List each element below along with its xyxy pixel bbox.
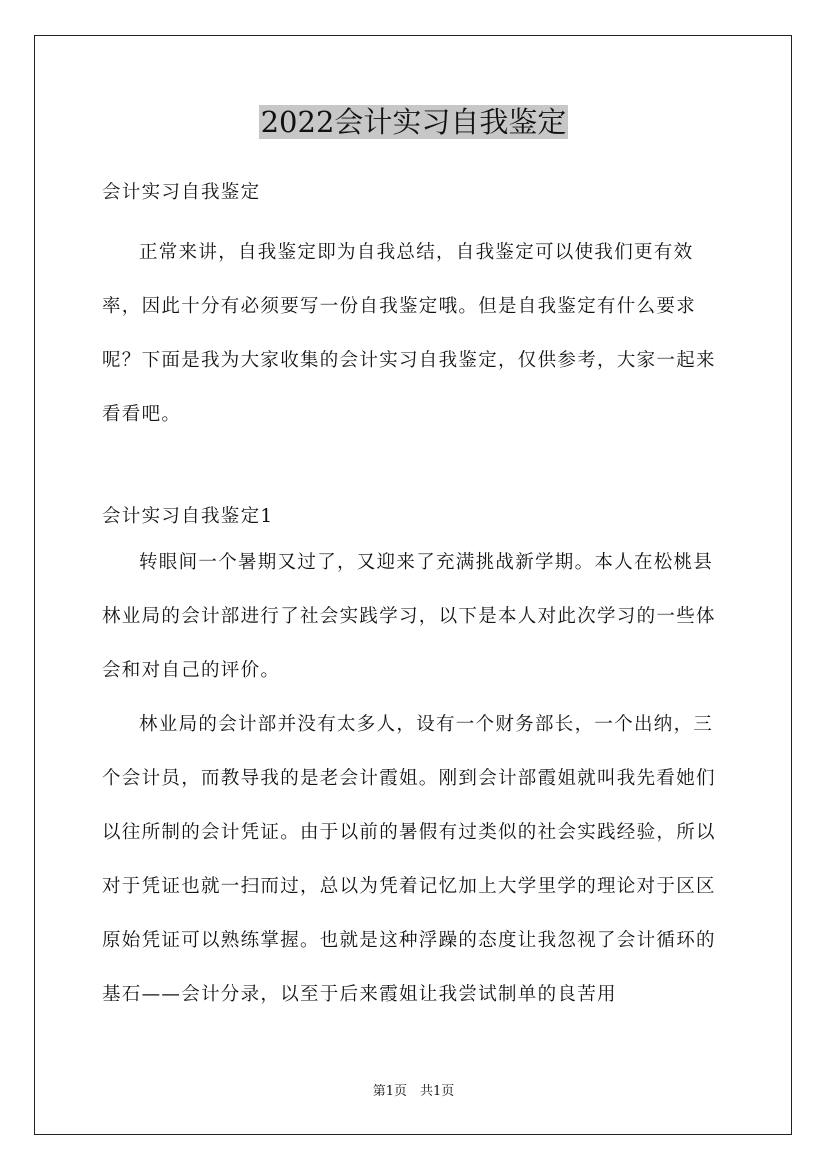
- document-title-text: 2022会计实习自我鉴定: [260, 105, 567, 139]
- body-paragraph: 林业局的会计部并没有太多人，设有一个财务部长，一个出纳，三个会计员，而教导我的是老会计霞姐。刚到会计部霞姐就叫我先看她们以往所制的会计凭证。由于以前的暑假有过类似的社会实践经验，所以对于凭证也就一扫而过，总以为凭着记忆加上大学里学的理论对于区区原始凭证可以熟练掌握。也就是这种浮躁的态度让我忽视了会计循环的基石——会计分录，以至于后来霞姐让我尝试制单的良苦用: [102, 714, 716, 1005]
- document-body: [102, 174, 732, 1022]
- document-subtitle: 会计实习自我鉴定: [102, 182, 261, 203]
- section-spacer: [102, 442, 732, 498]
- document-title: [0, 103, 827, 141]
- body-paragraph: 转眼间一个暑期又过了，又迎来了充满挑战新学期。本人在松桃县林业局的会计部进行了社会实践学习，以下是本人对此次学习的一些体会和对自己的评价。: [102, 552, 716, 681]
- intro-paragraph: 正常来讲，自我鉴定即为自我总结，自我鉴定可以使我们更有效率，因此十分有必须要写一份自我鉴定哦。但是自我鉴定有什么要求呢？下面是我为大家收集的会计实习自我鉴定，仅供参考，大家一起来看看吧。: [102, 242, 716, 425]
- page-number-footer: 第1页 共1页: [372, 1084, 455, 1099]
- section-heading: 会计实习自我鉴定1: [102, 506, 274, 527]
